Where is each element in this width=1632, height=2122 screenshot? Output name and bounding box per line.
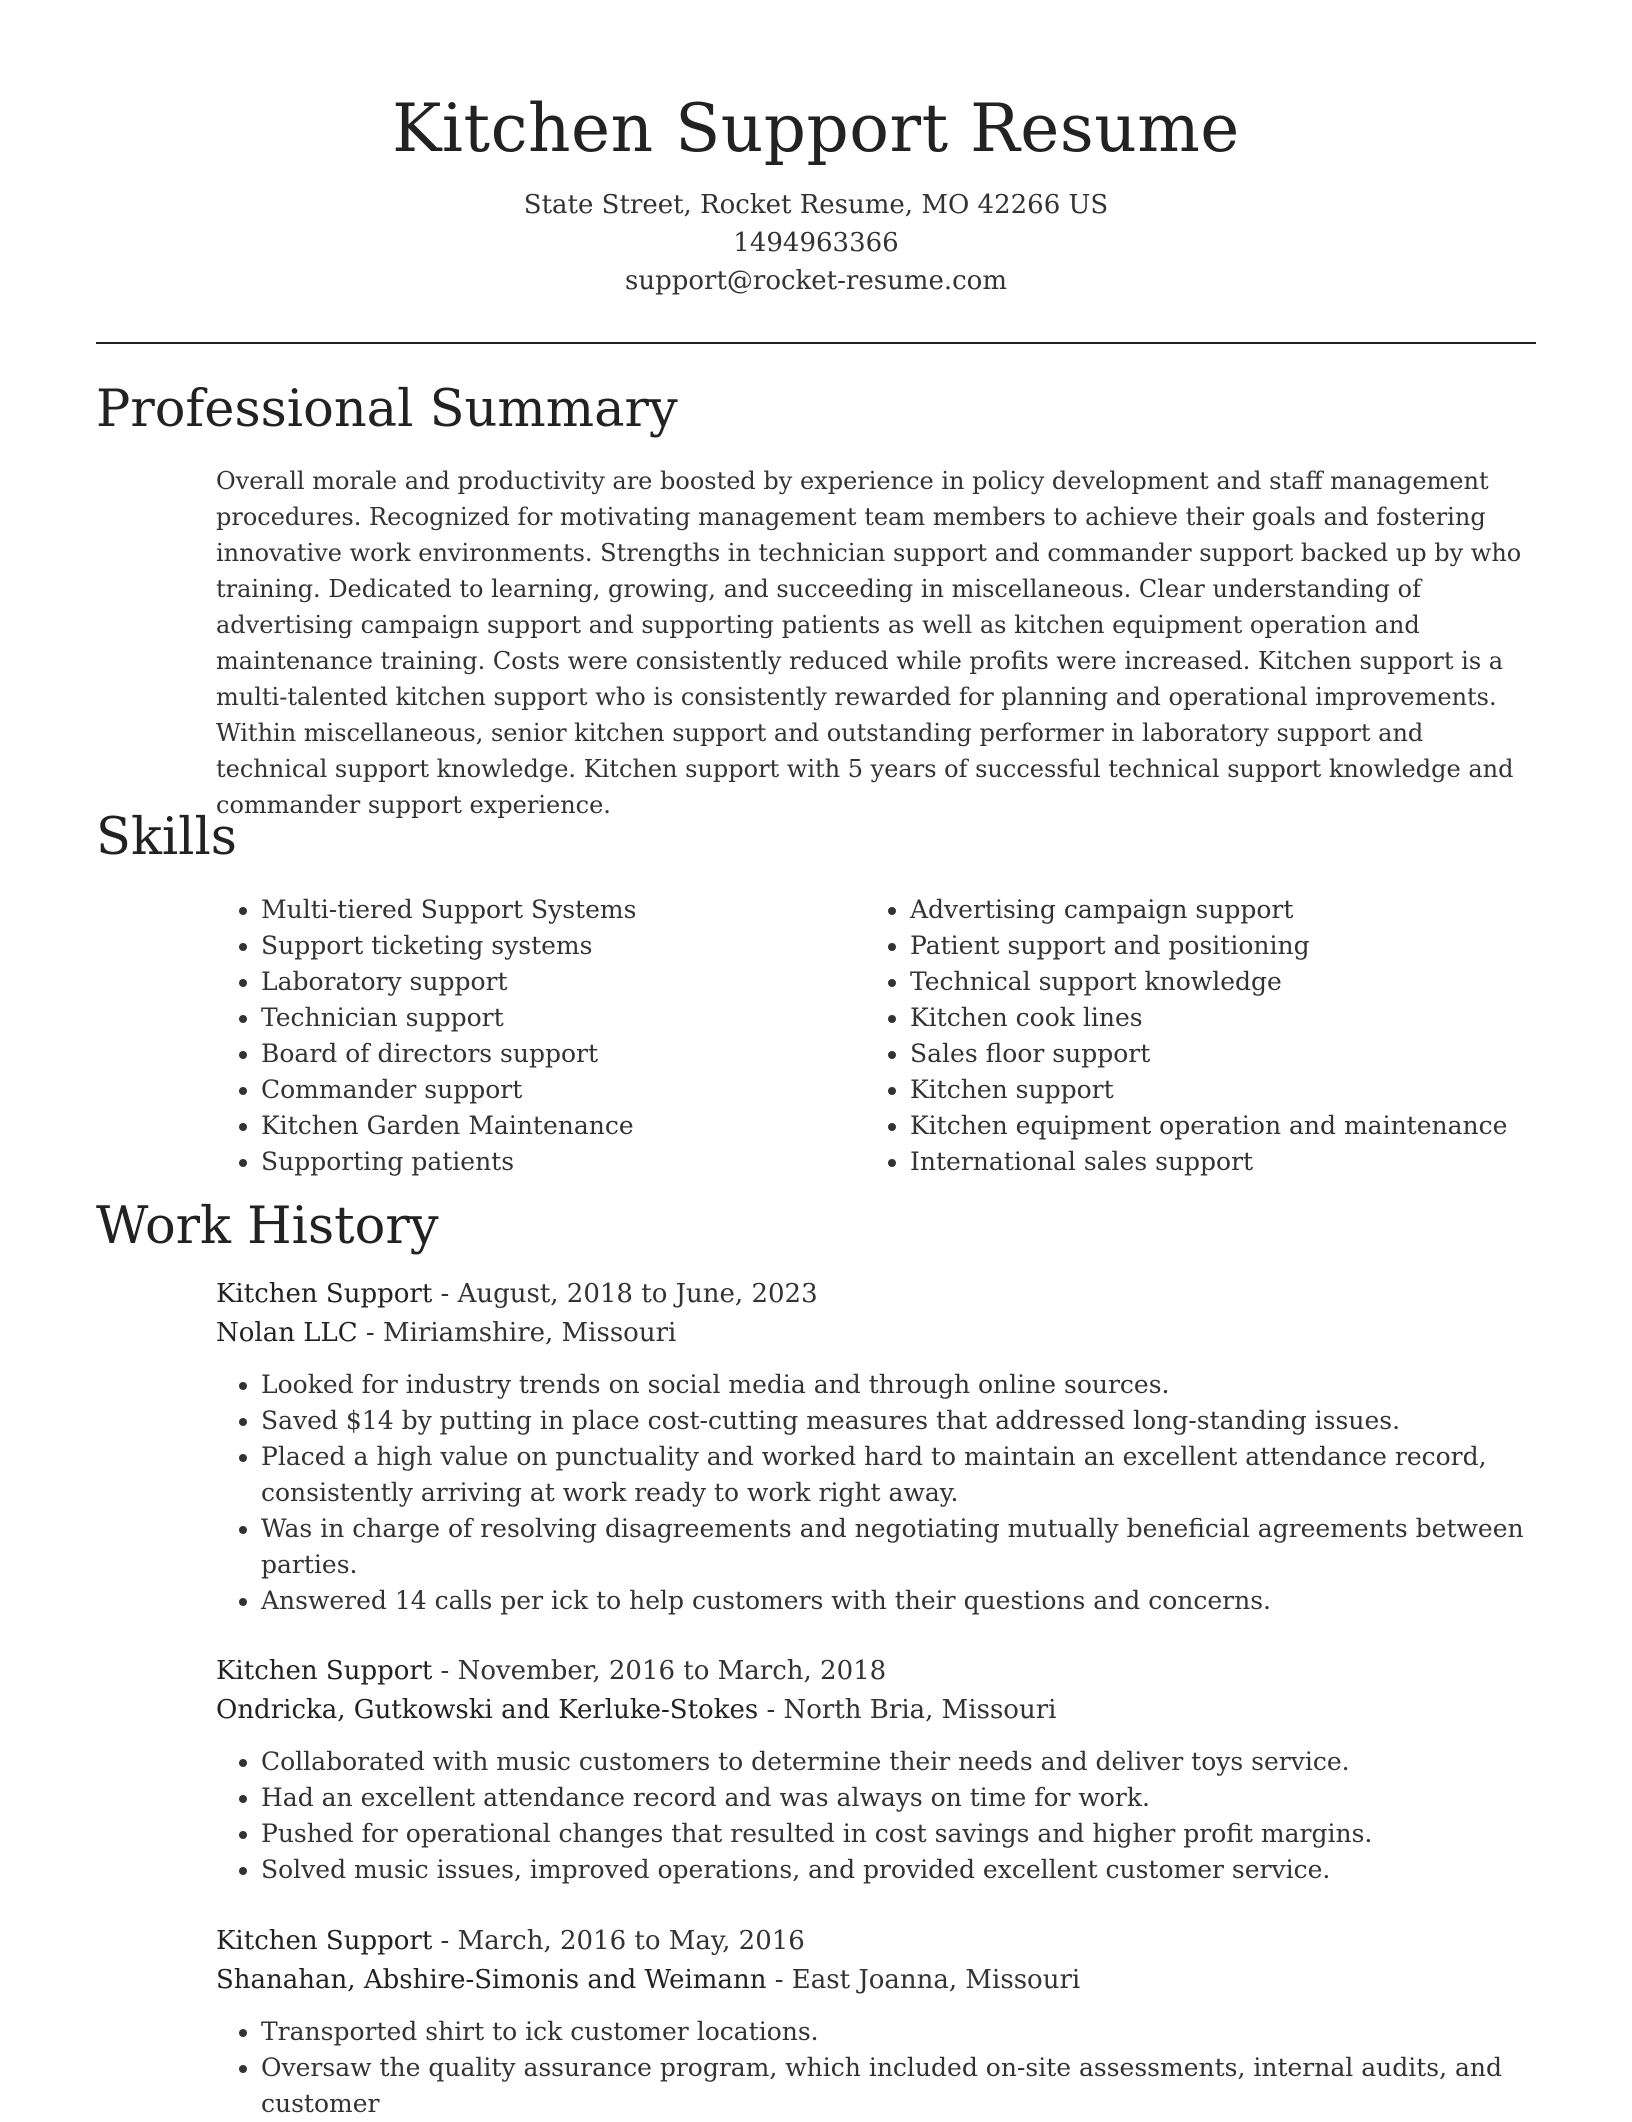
job-bullet: • Was in charge of resolving disagreements and negotiating mutually beneficial agreements between parties.	[261, 1511, 1536, 1583]
job-title-line	[216, 1652, 1536, 1691]
skills-column-right	[865, 892, 1525, 1180]
skill-item: • International sales support	[910, 1144, 1525, 1180]
skill-item: • Kitchen equipment operation and maintenance	[910, 1108, 1525, 1144]
skill-item: • Kitchen cook lines	[910, 1000, 1525, 1036]
job-entry	[216, 1275, 1536, 1619]
contact-address: State Street, Rocket Resume, MO 42266 US	[523, 190, 1109, 220]
job-role: Kitchen Support	[216, 1926, 433, 1956]
summary-heading: Professional Summary	[96, 380, 678, 439]
job-bullets	[216, 2014, 1536, 2122]
job-dates: - March, 2016 to May, 2016	[432, 1926, 805, 1956]
skill-item: • Advertising campaign support	[910, 892, 1525, 928]
job-title-line	[216, 1922, 1536, 1961]
contact-phone: 1494963366	[733, 228, 899, 258]
skill-item: • Technical support knowledge	[910, 964, 1525, 1000]
job-location: - North Bria, Missouri	[758, 1695, 1057, 1725]
job-bullets	[216, 1367, 1536, 1619]
contact-info	[0, 186, 1632, 300]
header-divider	[96, 342, 1536, 344]
skill-item: • Kitchen Garden Maintenance	[261, 1108, 836, 1144]
job-bullet: • Saved $14 by putting in place cost-cutting measures that addressed long-standing issues.	[261, 1403, 1536, 1439]
skills-column-left	[216, 892, 836, 1180]
skill-item: • Laboratory support	[261, 964, 836, 1000]
job-entry	[216, 1652, 1536, 1888]
resume-name: Kitchen Support Resume	[392, 90, 1240, 167]
job-entry	[216, 1922, 1536, 2122]
job-bullet: • Answered 14 calls per ick to help customers with their questions and concerns.	[261, 1583, 1536, 1619]
job-location: - East Joanna, Missouri	[766, 1965, 1081, 1995]
job-bullet: • Transported shirt to ick customer locations.	[261, 2014, 1536, 2050]
job-role: Kitchen Support	[216, 1279, 433, 1309]
job-bullet: • Oversaw the quality assurance program, which included on-site assessments, internal audits, and customer	[261, 2050, 1536, 2122]
job-bullets	[216, 1744, 1536, 1888]
job-company-line	[216, 1961, 1536, 2000]
summary-text: Overall morale and productivity are boosted by experience in policy development and staff management procedures. Recognized for motivating management team members to achieve their goals and fostering innovative work environments. Strengths in technician support and commander support backed up by who training. Dedicated to learning, growing, and succeeding in miscellaneous. Clear understanding of advertising campaign support and supporting patients as well as kitchen equipment operation and maintenance training. Costs were consistently reduced while profits were increased. Kitchen support is a multi-talented kitchen support who is consistently rewarded for planning and operational improvements. Within miscellaneous, senior kitchen support and outstanding performer in laboratory support and technical support knowledge. Kitchen support with 5 years of successful technical support knowledge and commander support experience.	[216, 467, 1522, 819]
work-history-heading: Work History	[96, 1197, 439, 1256]
skill-item: • Kitchen support	[910, 1072, 1525, 1108]
job-dates: - November, 2016 to March, 2018	[432, 1656, 887, 1686]
contact-email: support@rocket-resume.com	[624, 266, 1007, 296]
job-company-line	[216, 1314, 1536, 1353]
job-company-line	[216, 1691, 1536, 1730]
skills-heading: Skills	[96, 808, 237, 867]
skill-item: • Multi-tiered Support Systems	[261, 892, 836, 928]
skill-item: • Patient support and positioning	[910, 928, 1525, 964]
job-bullet: • Pushed for operational changes that resulted in cost savings and higher profit margins.	[261, 1816, 1536, 1852]
skill-item: • Sales floor support	[910, 1036, 1525, 1072]
job-bullet: • Placed a high value on punctuality and worked hard to maintain an excellent attendance record, consistently arriving at work ready to work right away.	[261, 1439, 1536, 1511]
job-role: Kitchen Support	[216, 1656, 433, 1686]
skill-item: • Board of directors support	[261, 1036, 836, 1072]
job-bullet: • Looked for industry trends on social media and through online sources.	[261, 1367, 1536, 1403]
job-bullet: • Had an excellent attendance record and was always on time for work.	[261, 1780, 1536, 1816]
job-location: - Miriamshire, Missouri	[357, 1318, 677, 1348]
skill-item: • Commander support	[261, 1072, 836, 1108]
job-company: Ondricka, Gutkowski and Kerluke-Stokes	[216, 1695, 759, 1725]
job-bullet: • Solved music issues, improved operations, and provided excellent customer service.	[261, 1852, 1536, 1888]
job-title-line	[216, 1275, 1536, 1314]
skill-item: • Support ticketing systems	[261, 928, 836, 964]
job-bullet: • Collaborated with music customers to determine their needs and deliver toys service.	[261, 1744, 1536, 1780]
job-dates: - August, 2018 to June, 2023	[432, 1279, 818, 1309]
skill-item: • Technician support	[261, 1000, 836, 1036]
job-company: Nolan LLC	[216, 1318, 358, 1348]
job-company: Shanahan, Abshire-Simonis and Weimann	[216, 1965, 767, 1995]
resume-header	[0, 0, 1632, 300]
skill-item: • Supporting patients	[261, 1144, 836, 1180]
